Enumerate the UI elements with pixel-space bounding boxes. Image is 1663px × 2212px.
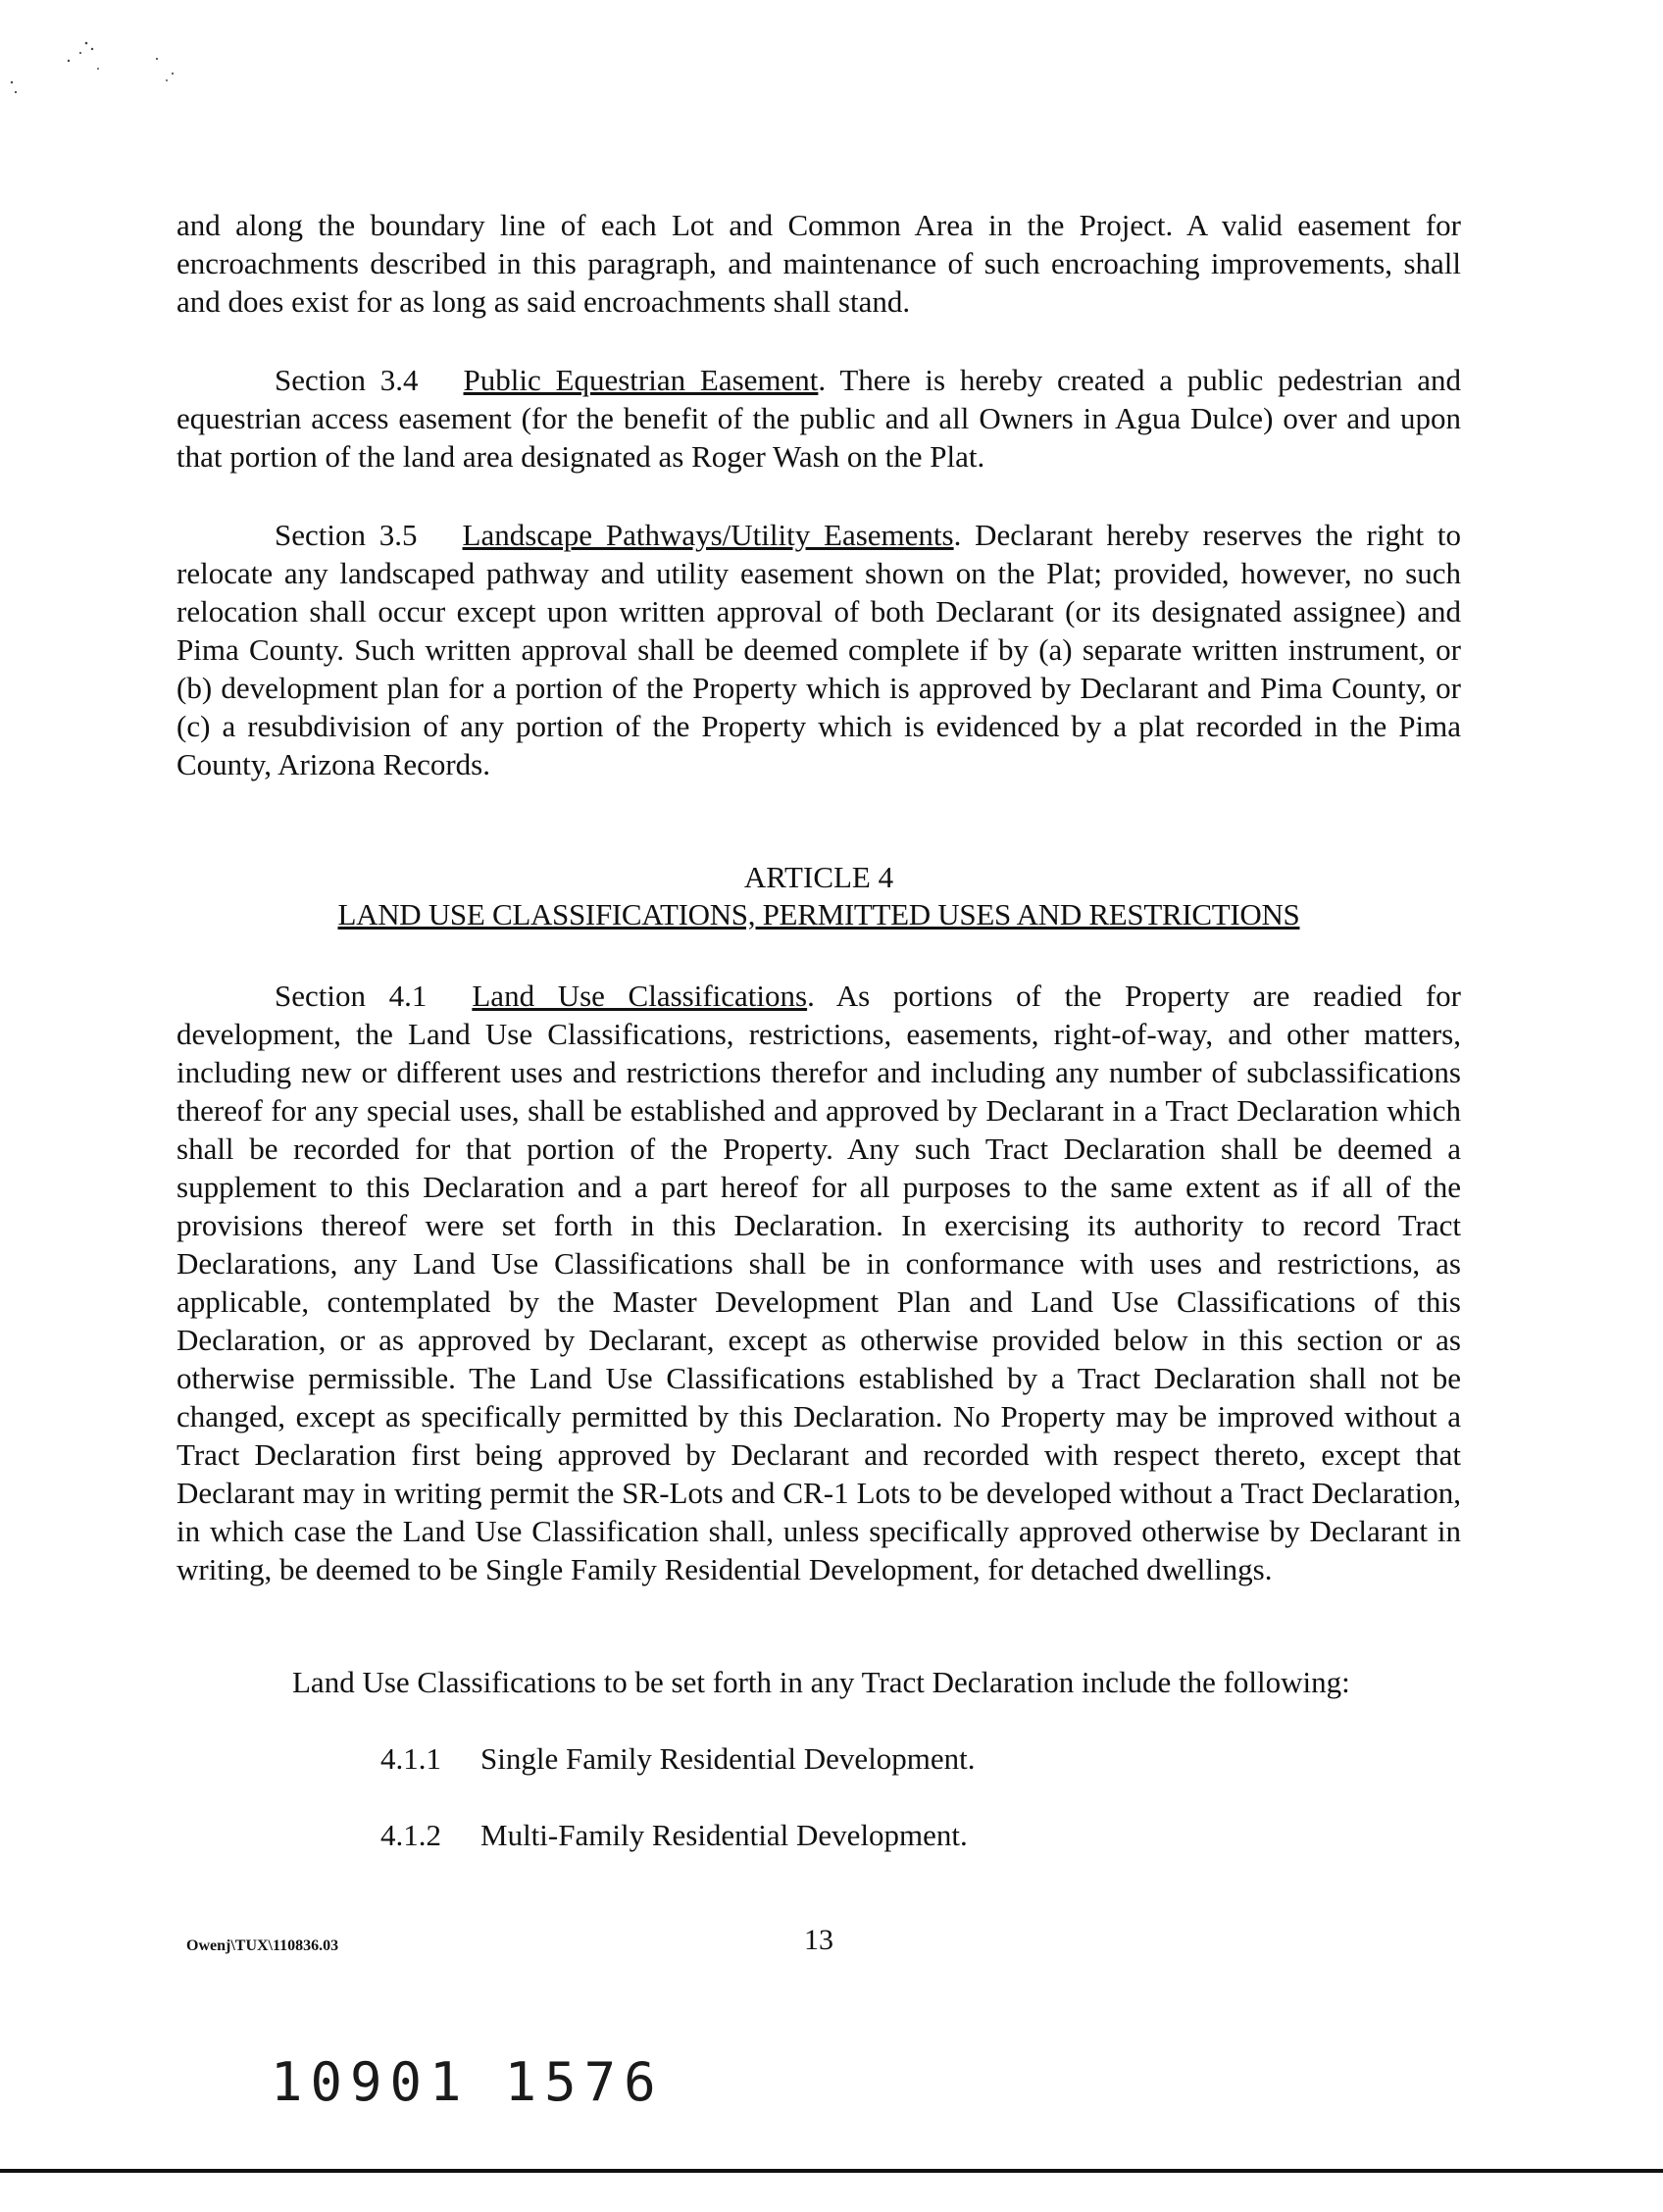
article-subtitle: LAND USE CLASSIFICATIONS, PERMITTED USES AND RESTRICTIONS — [337, 897, 1300, 931]
section-3-5-body: . Declarant hereby reserves the right to relocate any landscaped pathway and utility easement shown on the Plat; provided, however, no such relocation shall occur except upon written approval of both Declarant (or its designated assignee) and Pima County. Such written approval shall be deemed complete if by (a) separate written instrument, or (b) development plan for a portion of the Property which is approved by Declarant and Pima County, or (c) a resubdivision of any portion of the Property which is evidenced by a plat recorded in the Pima County, Arizona Records. — [176, 518, 1461, 781]
classification-text: Single Family Residential Development. — [480, 1741, 976, 1776]
classification-number: 4.1.2 — [380, 1818, 441, 1852]
page-number: 13 — [804, 1924, 833, 1956]
section-3-4-title: Public Equestrian Easement — [463, 363, 819, 397]
recording-docket: 10901 — [271, 2051, 470, 2113]
section-4-1-title: Land Use Classifications — [472, 979, 808, 1013]
recording-stamp — [271, 2051, 664, 2113]
section-3-4 — [176, 361, 1461, 476]
classifications-intro: Land Use Classifications to be set forth in any Tract Declaration include the following: — [292, 1665, 1350, 1699]
bottom-rule — [0, 2169, 1663, 2173]
classification-item — [380, 1739, 976, 1778]
scan-speckle-marks — [0, 39, 196, 137]
section-4-1-number: Section 4.1 — [275, 979, 428, 1013]
article-4-heading — [176, 859, 1461, 933]
paragraph-continuation-text: and along the boundary line of each Lot and Common Area in the Project. A valid easement for encroachments described in this paragraph, and maintenance of such encroaching improvements, shall and does exist for as long as said encroachments shall stand. — [176, 208, 1461, 319]
classification-number: 4.1.1 — [380, 1741, 441, 1776]
section-3-5-number: Section 3.5 — [275, 518, 418, 552]
paragraph-continuation — [176, 206, 1461, 321]
article-title: ARTICLE 4 — [743, 860, 894, 894]
footer-file-reference: Owenj\TUX\110836.03 — [186, 1937, 339, 1954]
recording-page: 1576 — [504, 2051, 664, 2113]
section-3-5-title: Landscape Pathways/Utility Easements — [462, 518, 954, 552]
section-3-4-number: Section 3.4 — [275, 363, 419, 397]
section-4-1-body: . As portions of the Property are readied for development, the Land Use Classifications, restrictions, easements, right-of-way, and other matters, including new or different uses and restrictions therefor and including any number of subclassifications thereof for any special uses, shall be established and approved by Declarant in a Tract Declaration which shall be recorded for that portion of the Property. Any such Tract Declaration shall be deemed a supplement to this Declaration and a part hereof for all purposes to the same extent as if all of the provisions thereof were set forth in this Declaration. In exercising its authority to record Tract Declarations, any Land Use Classifications shall be in conformance with uses and restrictions, as applicable, contemplated by the Master Development Plan and Land Use Classifications of this Declaration, or as approved by Declarant, except as otherwise provided below in this section or as otherwise permissible. The Land Use Classifications established by a Tract Declaration shall not be changed, except as specifically permitted by this Declaration. No Property may be improved without a Tract Declaration first being approved by Declarant and recorded with respect thereto, except that Declarant may in writing permit the SR-Lots and CR-1 Lots to be developed without a Tract Declaration, in which case the Land Use Classification shall, unless specifically approved otherwise by Declarant in writing, be deemed to be Single Family Residential Development, for detached dwellings. — [176, 979, 1461, 1586]
classification-item — [380, 1816, 968, 1854]
section-3-4-body: . There is hereby created a public pedestrian and equestrian access easement (for the benefit of the public and all Owners in Agua Dulce) over and upon that portion of the land area designated as Roger Wash on the Plat. — [176, 363, 1461, 474]
section-4-1 — [176, 977, 1461, 1588]
classification-text: Multi-Family Residential Development. — [480, 1818, 968, 1852]
section-3-5 — [176, 516, 1461, 783]
